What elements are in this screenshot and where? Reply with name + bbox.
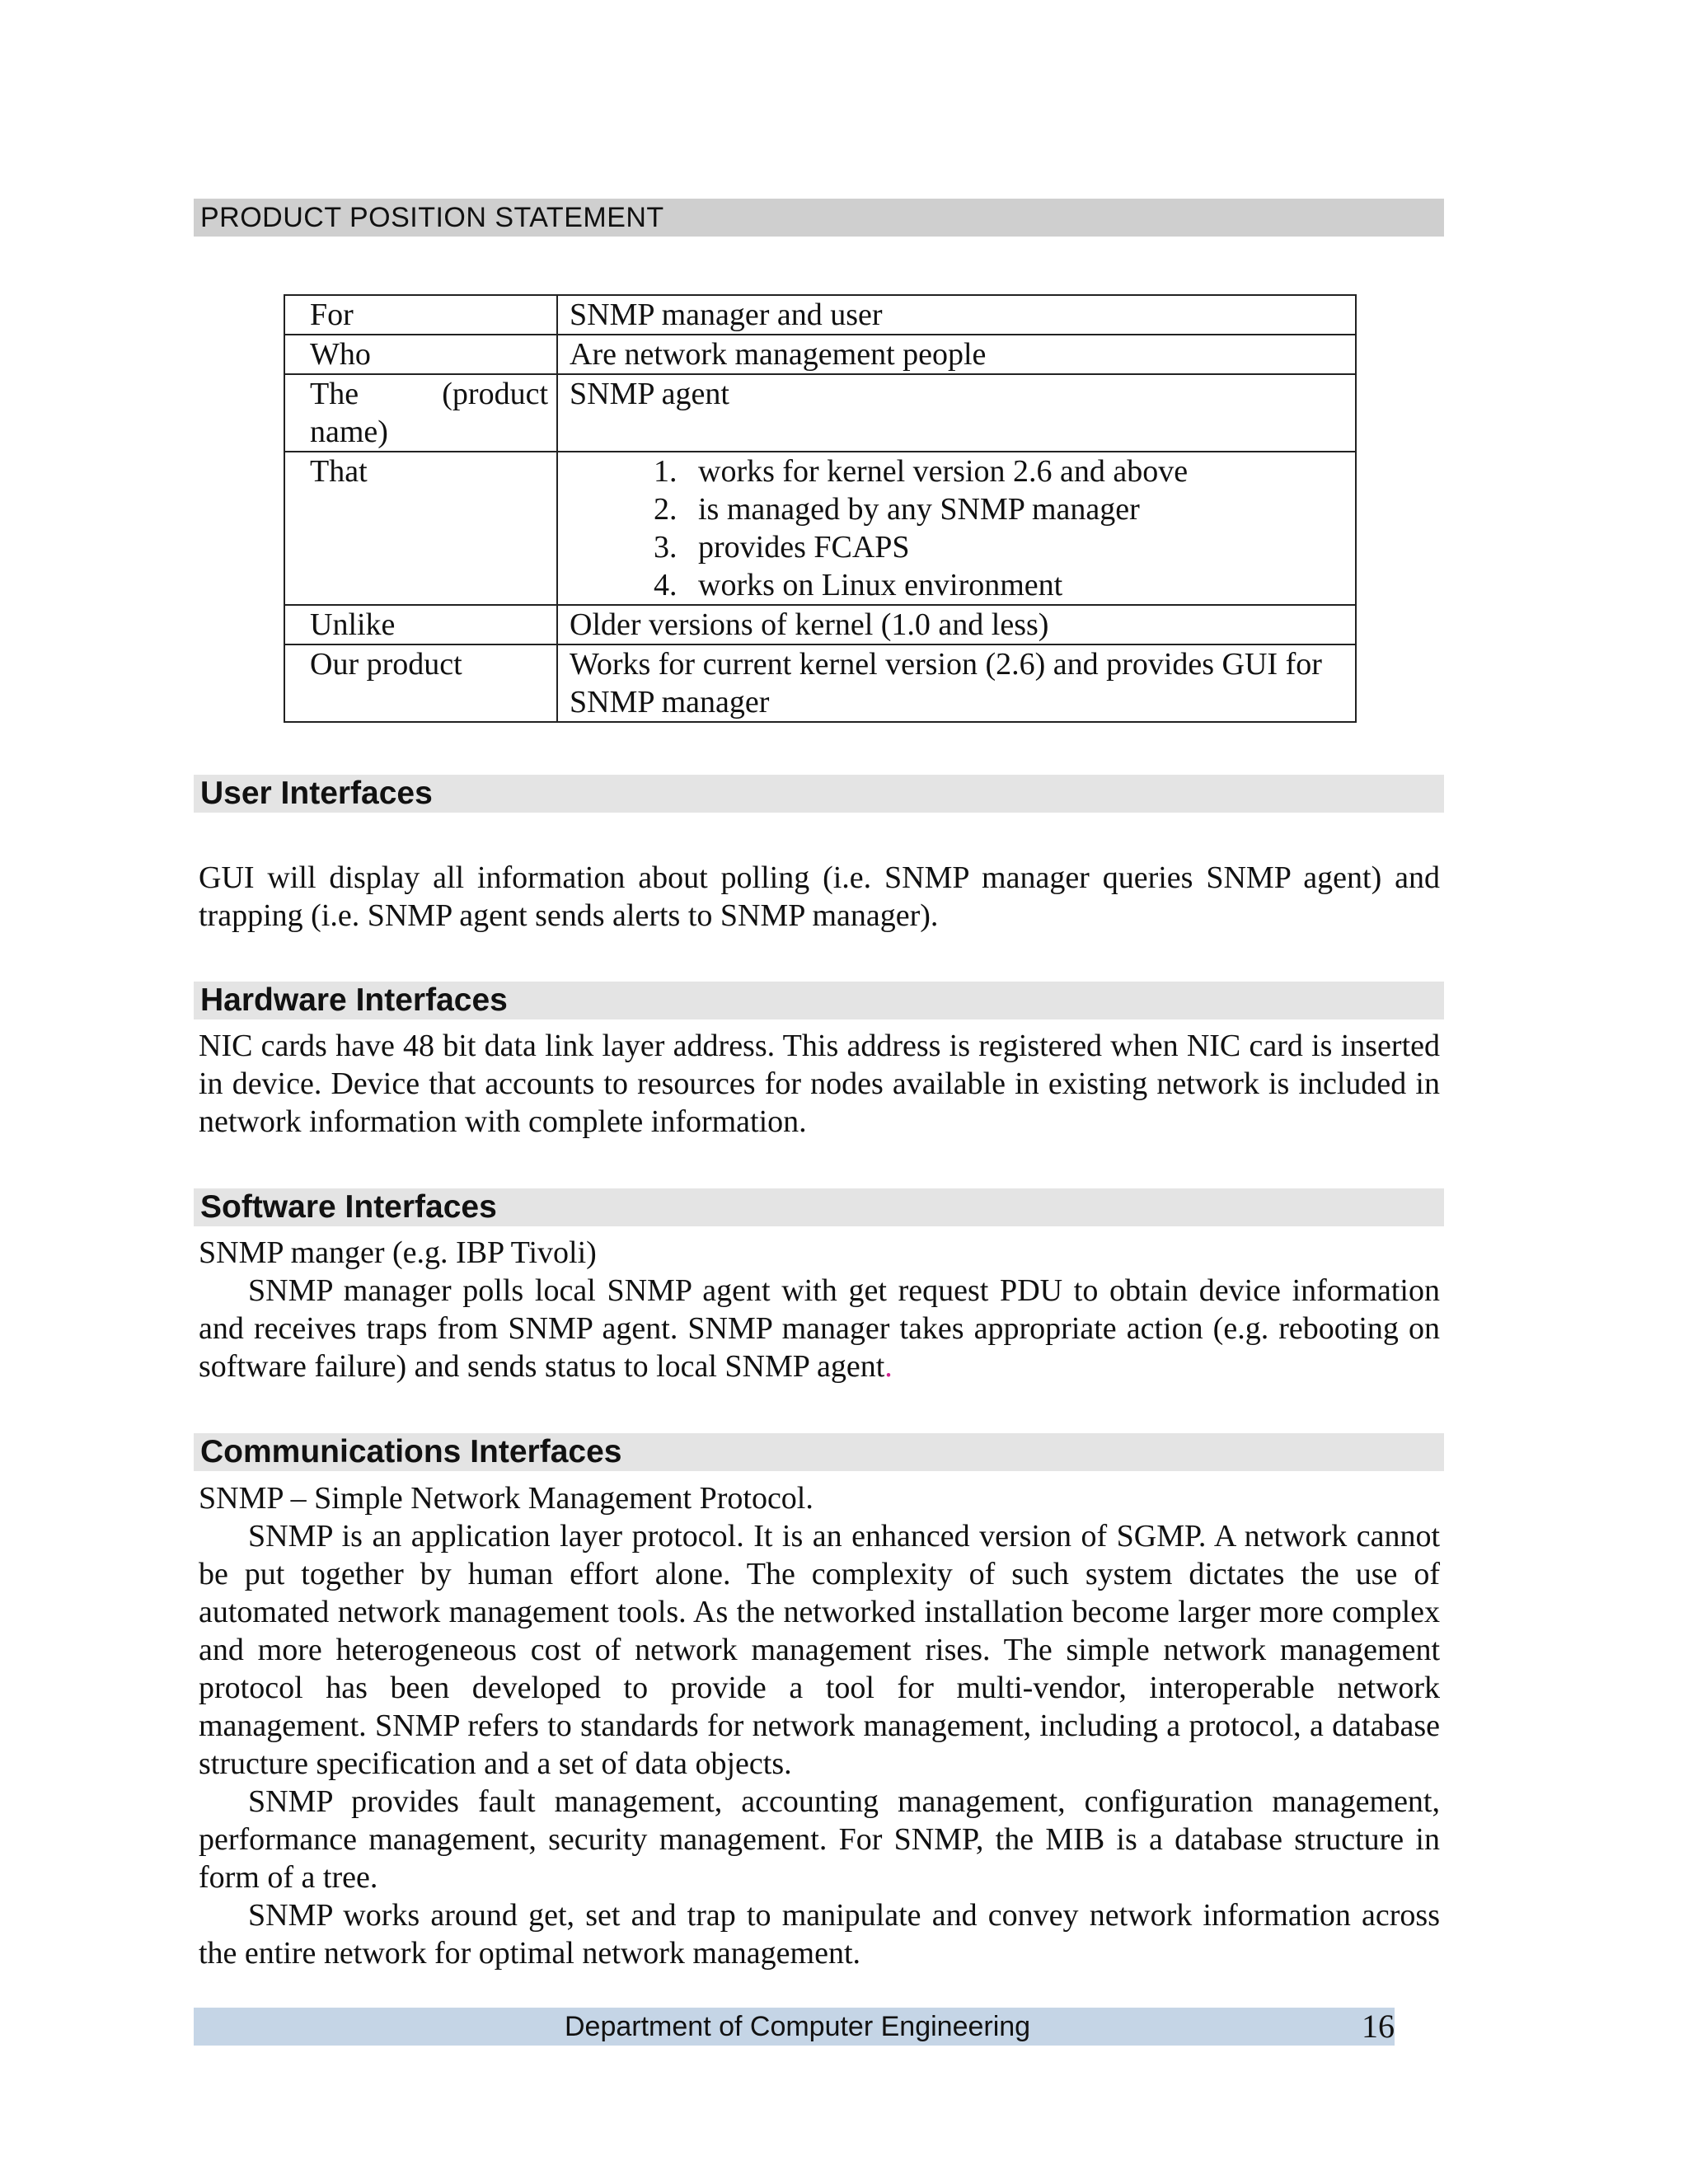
communications-interfaces-body	[199, 1479, 1440, 1972]
row-value: Works for current kernel version (2.6) and provides GUI for SNMP manager	[557, 644, 1356, 722]
communications-paragraph-2: SNMP provides fault management, accounting management, configuration management, performance management, security management. For SNMP, the MIB is a database structure in form of a tree.	[199, 1784, 1440, 1895]
footer-department: Department of Computer Engineering	[565, 2011, 1031, 2042]
table-row	[284, 644, 1356, 722]
row-key: That	[284, 452, 557, 605]
software-interfaces-heading: Software Interfaces	[194, 1188, 1444, 1226]
communications-paragraph-1: SNMP is an application layer protocol. It is an enhanced version of SGMP. A network cannot be put together by human effort alone. The complexity of such system dictates the use of automated network management tools. As the networked installation become larger more complex and more heterogeneous cost of network management rises. The simple network management protocol has been developed to provide a tool for multi-vendor, interoperable network management. SNMP refers to standards for network management, including a protocol, a database structure specification and a set of data objects.	[199, 1519, 1440, 1781]
row-key: Who	[284, 335, 557, 374]
product-position-table	[284, 294, 1357, 723]
list-item: 1. works for kernel version 2.6 and above	[685, 452, 1347, 490]
product-position-heading: PRODUCT POSITION STATEMENT	[194, 199, 1444, 237]
row-value: SNMP agent	[557, 374, 1356, 452]
hardware-interfaces-text: NIC cards have 48 bit data link layer address. This address is registered when NIC card is inserted in device. Device that accounts to resources for nodes available in existing network is included in network information with complete information.	[199, 1029, 1440, 1139]
communications-interfaces-heading: Communications Interfaces	[194, 1433, 1444, 1471]
list-item: 4. works on Linux environment	[685, 566, 1347, 604]
row-value: Older versions of kernel (1.0 and less)	[557, 605, 1356, 644]
row-key: The (product name)	[284, 374, 557, 452]
software-para-text: SNMP manager polls local SNMP agent with get request PDU to obtain device information and receives traps from SNMP agent. SNMP manager takes appropriate action (e.g. rebooting on software failure) and sends status to local SNMP agent	[199, 1273, 1440, 1384]
table-row	[284, 452, 1356, 605]
hardware-interfaces-heading: Hardware Interfaces	[194, 982, 1444, 1019]
row-value-list	[557, 452, 1356, 605]
table-row	[284, 374, 1356, 452]
communications-paragraph-3: SNMP works around get, set and trap to manipulate and convey network information across the entire network for optimal network management.	[199, 1898, 1440, 1971]
software-para-period: .	[884, 1349, 893, 1384]
page-footer	[194, 2008, 1395, 2046]
software-interfaces-paragraph	[199, 1272, 1440, 1385]
that-list	[570, 452, 1347, 604]
software-interfaces-body	[199, 1234, 1440, 1385]
row-key: For	[284, 295, 557, 335]
user-interfaces-text: GUI will display all information about polling (i.e. SNMP manager queries SNMP agent) and trapping (i.e. SNMP agent sends alerts to SNMP manager).	[199, 860, 1440, 933]
row-key: Unlike	[284, 605, 557, 644]
page-number: 16	[1362, 2008, 1395, 2045]
row-value: SNMP manager and user	[557, 295, 1356, 335]
row-value: Are network management people	[557, 335, 1356, 374]
software-interfaces-line: SNMP manger (e.g. IBP Tivoli)	[199, 1235, 597, 1270]
list-item: 3. provides FCAPS	[685, 528, 1347, 566]
list-item: 2. is managed by any SNMP manager	[685, 490, 1347, 528]
table-row	[284, 605, 1356, 644]
communications-line: SNMP – Simple Network Management Protocol.	[199, 1481, 814, 1516]
table-row	[284, 335, 1356, 374]
user-interfaces-heading: User Interfaces	[194, 775, 1444, 813]
table-row	[284, 295, 1356, 335]
row-key: Our product	[284, 644, 557, 722]
